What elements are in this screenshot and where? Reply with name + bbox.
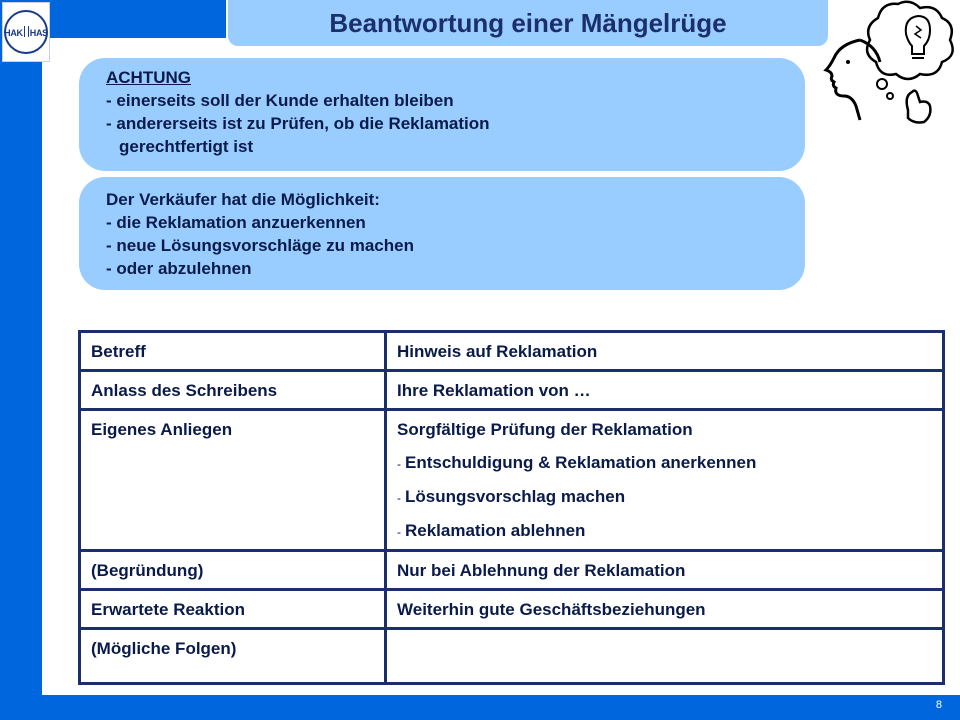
sub-item xyxy=(397,520,932,543)
options-line: - oder abzulehnen xyxy=(106,259,252,278)
dash: - xyxy=(397,491,401,505)
hand-icon xyxy=(907,91,931,123)
row-value: Hinweis auf Reklamation xyxy=(386,332,944,371)
options-line: - die Reklamation anzuerkennen xyxy=(106,213,366,232)
thought-bubble-tiny xyxy=(887,93,893,99)
options-callout xyxy=(79,177,805,290)
face-profile xyxy=(826,40,860,120)
table-row xyxy=(80,590,944,629)
row-value: Nur bei Ablehnung der Reklamation xyxy=(386,551,944,590)
attention-callout xyxy=(79,58,805,171)
table-row xyxy=(80,371,944,410)
row-value xyxy=(386,629,944,684)
dash: - xyxy=(397,525,401,539)
row-value: Ihre Reklamation von … xyxy=(386,371,944,410)
table-row xyxy=(80,629,944,684)
thinking-face-lightbulb-icon xyxy=(820,0,960,130)
page-number: 8 xyxy=(935,699,942,711)
sub-item-text: Entschuldigung & Reklamation anerkennen xyxy=(405,453,757,472)
options-line: - neue Lösungsvorschläge zu machen xyxy=(106,236,414,255)
left-accent-bar xyxy=(0,0,42,720)
row-label: (Begründung) xyxy=(80,551,386,590)
table-row xyxy=(80,332,944,371)
logo-text-right: HAS xyxy=(29,28,48,38)
sub-item xyxy=(397,486,932,509)
sub-item-text: Reklamation ablehnen xyxy=(405,521,586,540)
sub-item-text: Lösungsvorschlag machen xyxy=(405,487,626,506)
row-label: (Mögliche Folgen) xyxy=(80,629,386,684)
dash: - xyxy=(397,457,401,471)
row-value: Sorgfältige Prüfung der Reklamation xyxy=(397,420,693,439)
attention-line: - einerseits soll der Kunde erhalten bleiben xyxy=(106,91,454,110)
thought-bubble-small xyxy=(877,79,887,89)
row-label: Eigenes Anliegen xyxy=(80,410,386,551)
attention-line: gerechtfertigt ist xyxy=(119,137,254,156)
logo-ring xyxy=(4,10,48,54)
row-label: Betreff xyxy=(80,332,386,371)
row-label: Anlass des Schreibens xyxy=(80,371,386,410)
logo-divider xyxy=(24,26,29,37)
options-heading: Der Verkäufer hat die Möglichkeit: xyxy=(106,190,380,209)
logo-text-left: HAK xyxy=(4,28,23,38)
row-label: Erwartete Reaktion xyxy=(80,590,386,629)
sub-item xyxy=(397,452,932,475)
logo-text xyxy=(4,26,48,38)
row-value: Weiterhin gute Geschäftsbeziehungen xyxy=(386,590,944,629)
page-title: Beantwortung einer Mängelrüge xyxy=(329,7,727,38)
table-row xyxy=(80,410,944,551)
row-value-cell xyxy=(386,410,944,551)
school-logo-icon xyxy=(2,2,50,62)
attention-heading: ACHTUNG xyxy=(106,68,191,87)
attention-line: - andererseits ist zu Prüfen, ob die Reklamation xyxy=(106,114,490,133)
table-row xyxy=(80,551,944,590)
bottom-accent-bar xyxy=(0,695,960,720)
title-banner xyxy=(228,0,828,46)
letter-structure-table xyxy=(78,330,945,685)
